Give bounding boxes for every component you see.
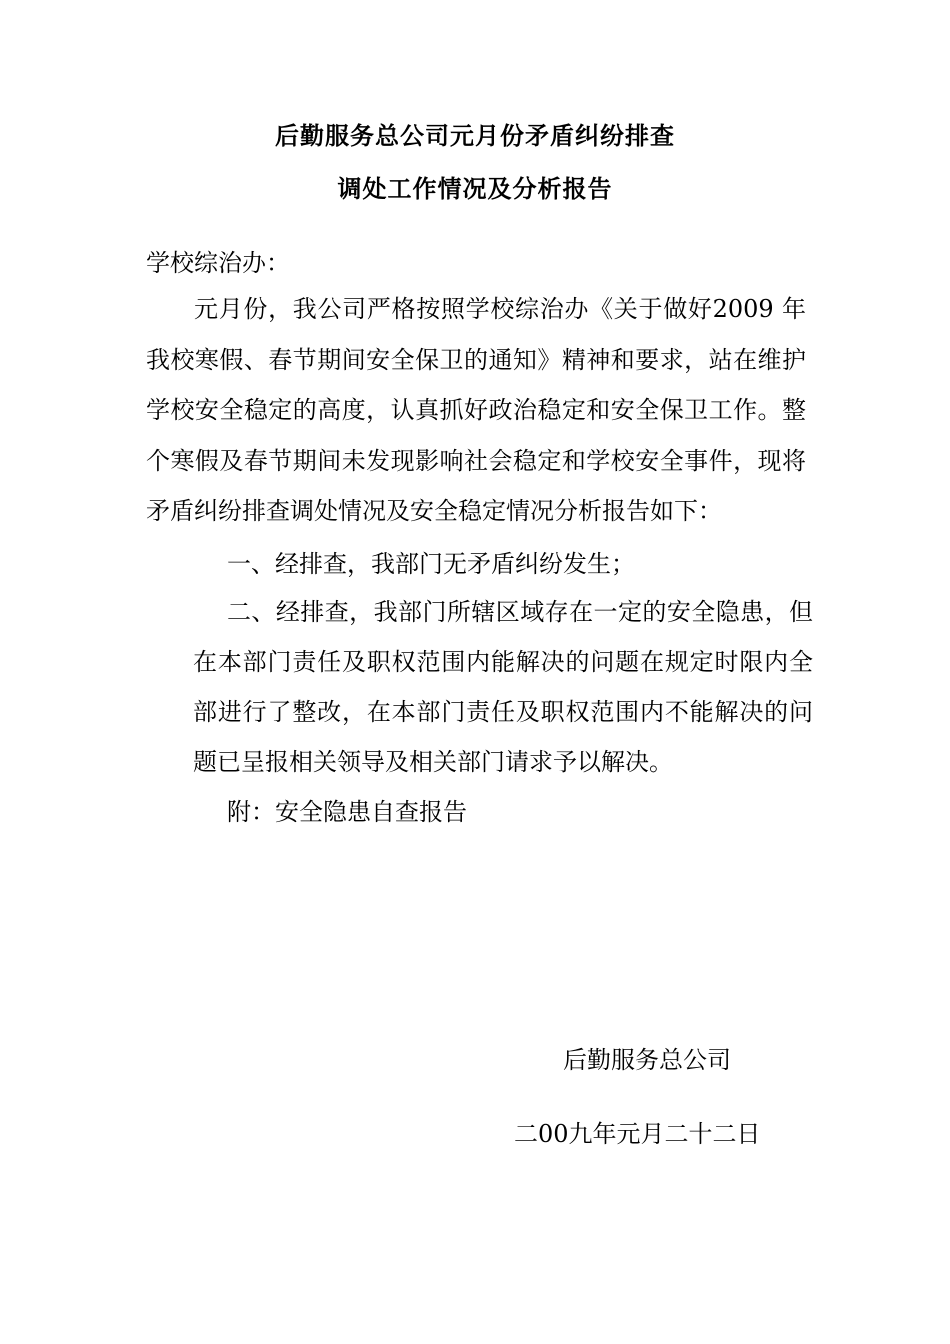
salutation: 学校综治办： xyxy=(146,249,290,277)
item-one: 一、经排查，我部门无矛盾纠纷发生； xyxy=(227,550,635,578)
attachment-note: 附：安全隐患自查报告 xyxy=(227,798,467,826)
signer: 后勤服务总公司 xyxy=(563,1046,731,1074)
document-title-line1: 后勤服务总公司元月份矛盾纠纷排查 xyxy=(275,122,675,150)
body-paragraph: 元月份，我公司严格按照学校综治办《关于做好2009 年我校寒假、春节期间安全保卫的通知》精神和要求，站在维护学校安全稳定的高度，认真抓好政治稳定和安全保卫工作。整个寒假及春节期间未发现影响社会稳定和学校安全事件，现将矛盾纠纷排查调处情况及安全稳定情况分析报告如下： xyxy=(146,295,806,525)
document-title-line2: 调处工作情况及分析报告 xyxy=(337,175,613,203)
document-date: 二00九年元月二十二日 xyxy=(514,1120,761,1148)
item-two: 二、经排查，我部门所辖区域存在一定的安全隐患，但在本部门责任及职权范围内能解决的问题在规定时限内全部进行了整改，在本部门责任及职权范围内不能解决的问题已呈报相关领导及相关部门请求予以解决。 xyxy=(193,598,813,776)
